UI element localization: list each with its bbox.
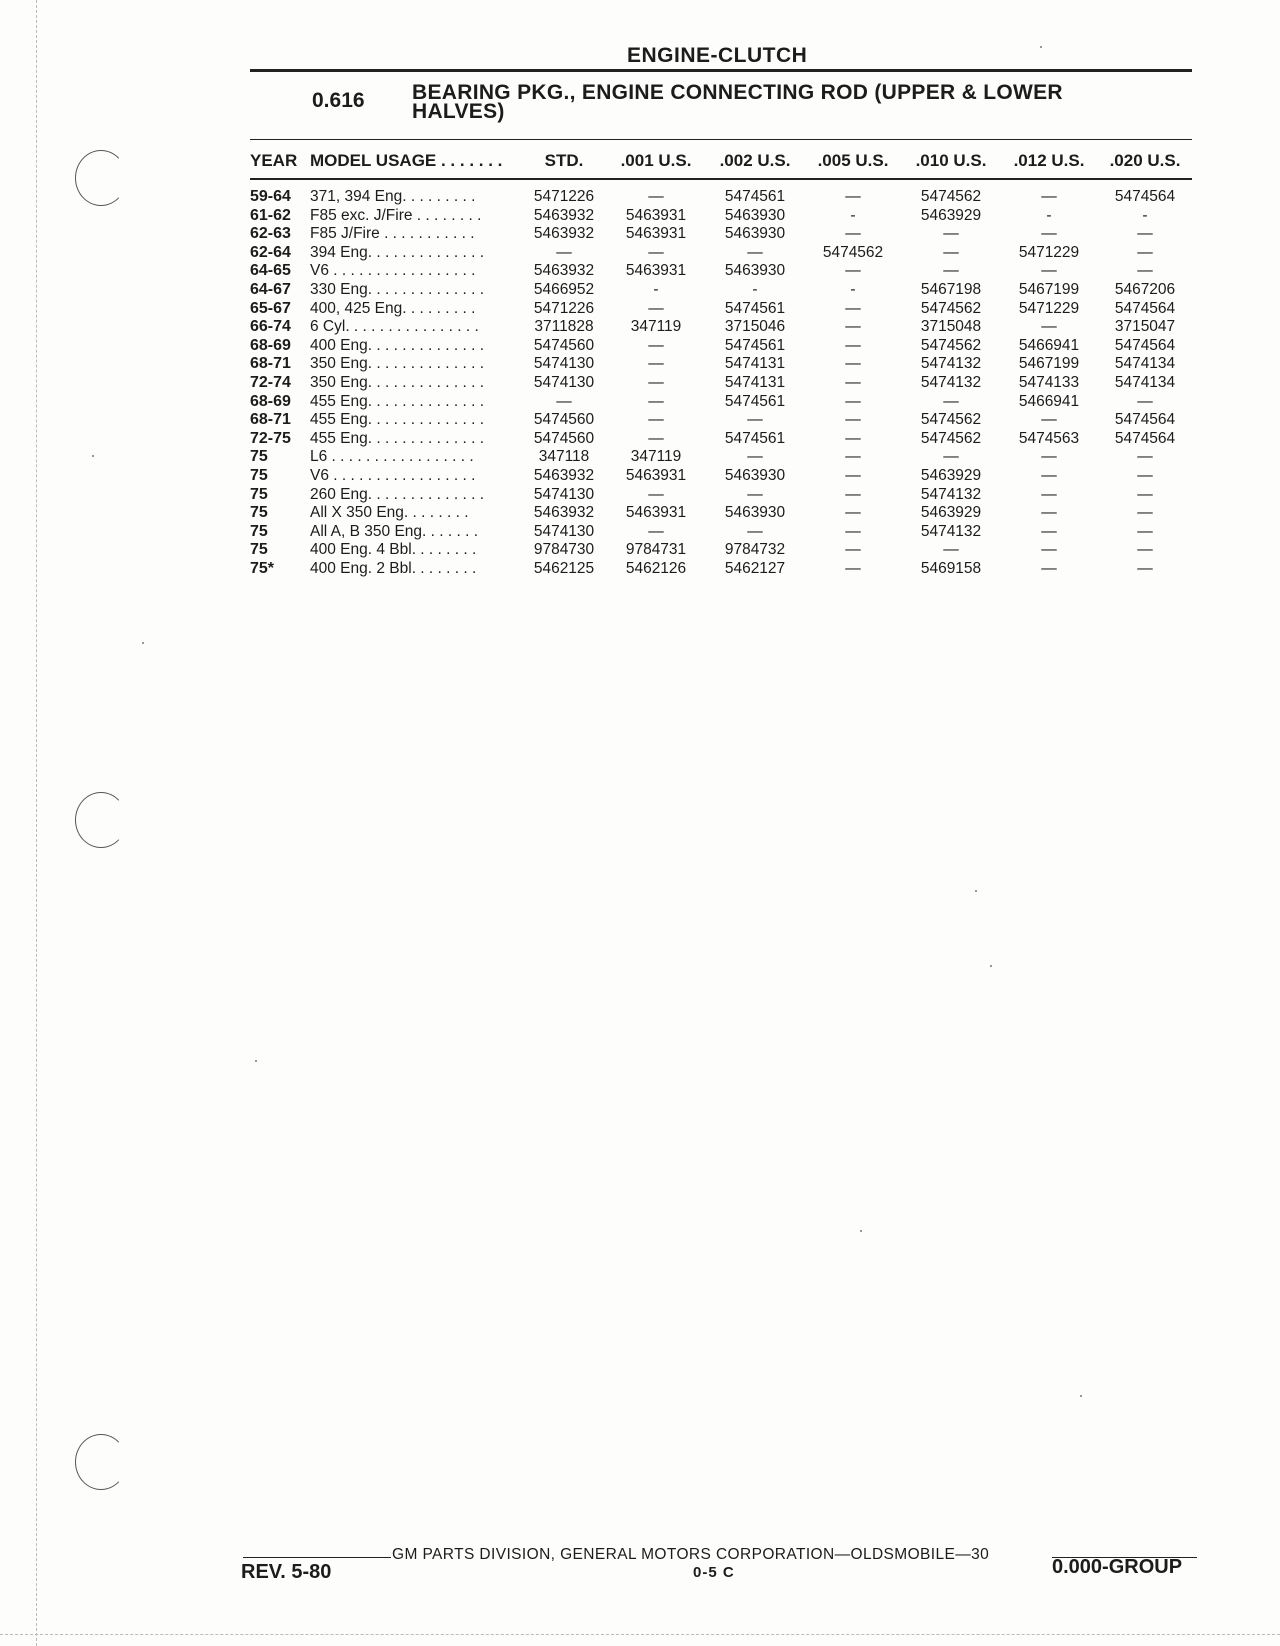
cell-005-us: 5474562 [822, 243, 884, 261]
cell-std: 5463932 [533, 206, 595, 224]
table-header-row [250, 146, 1192, 176]
table-row [250, 262, 1192, 281]
scan-speck [860, 1230, 862, 1232]
cell-002-us: 5474131 [724, 373, 786, 391]
scan-speck [1040, 46, 1042, 48]
cell-012-us: - [1046, 206, 1052, 224]
cell-001-us: — [648, 373, 664, 391]
scan-speck [975, 890, 977, 892]
cell-020-us: — [1137, 504, 1153, 522]
cell-002-us: 5474561 [724, 392, 786, 410]
table-spacer [250, 176, 1192, 188]
part-title: BEARING PKG., ENGINE CONNECTING ROD (UPPER & LOWER HALVES) [412, 81, 1063, 123]
cell-year: 72-74 [250, 373, 291, 391]
cell-std: 5463932 [533, 225, 595, 243]
cell-012-us: — [1041, 559, 1057, 577]
cell-002-us: — [747, 448, 763, 466]
revision-label: REV. 5-80 [241, 1561, 332, 1583]
cell-005-us: — [845, 541, 861, 559]
table-row [250, 318, 1192, 337]
cell-002-us: — [747, 522, 763, 540]
col-header-year: YEAR [250, 151, 298, 170]
col-header-010-us: .010 U.S. [915, 151, 987, 170]
table-row [250, 374, 1192, 393]
cell-012-us: — [1041, 504, 1057, 522]
cell-001-us: — [648, 522, 664, 540]
cell-year: 72-75 [250, 429, 291, 447]
cell-005-us: — [845, 504, 861, 522]
punch-hole-top [75, 150, 127, 206]
cell-010-us: 5474562 [920, 336, 982, 354]
cell-010-us: 5474562 [920, 188, 982, 205]
cell-005-us: — [845, 466, 861, 484]
margin-line [36, 0, 37, 1646]
cell-std: 9784730 [533, 541, 595, 559]
cell-010-us: 5474562 [920, 411, 982, 429]
cell-020-us: — [1137, 466, 1153, 484]
cell-005-us: — [845, 392, 861, 410]
cell-001-us: — [648, 392, 664, 410]
cell-012-us: 5474133 [1018, 373, 1080, 391]
cell-002-us: — [747, 411, 763, 429]
cell-010-us: 5474132 [920, 355, 982, 373]
cell-std: 5471226 [533, 188, 595, 205]
cell-year: 75 [250, 522, 268, 540]
cell-std: 5474130 [533, 373, 595, 391]
cell-005-us: — [845, 355, 861, 373]
cell-001-us: — [648, 485, 664, 503]
cell-year: 62-63 [250, 225, 291, 243]
parts-table [250, 146, 1192, 578]
scan-speck [142, 642, 144, 644]
cell-year: 66-74 [250, 318, 291, 336]
table-row [250, 188, 1192, 207]
cell-002-us: — [747, 485, 763, 503]
cell-012-us: — [1041, 225, 1057, 243]
cell-002-us: 5474561 [724, 429, 786, 447]
cell-std: 5471226 [533, 299, 595, 317]
table-row [250, 560, 1192, 579]
cell-010-us: 5467198 [920, 280, 982, 298]
cell-model-usage: 330 Eng. . . . . . . . . . . . . . [310, 280, 485, 298]
cell-001-us: — [648, 411, 664, 429]
col-header-020-us: .020 U.S. [1109, 151, 1181, 170]
cell-002-us: - [752, 280, 758, 298]
punch-hole-bottom [75, 1434, 127, 1490]
cell-012-us: — [1041, 318, 1057, 336]
scan-speck [255, 1060, 257, 1062]
cell-std: 5474560 [533, 429, 595, 447]
cell-005-us: — [845, 411, 861, 429]
cell-012-us: — [1041, 522, 1057, 540]
cell-020-us: — [1137, 541, 1153, 559]
part-number: 0.616 [312, 89, 365, 112]
cell-010-us: — [943, 448, 959, 466]
cell-002-us: 5462127 [724, 559, 786, 577]
cell-001-us: — [648, 336, 664, 354]
cell-001-us: 5462126 [625, 559, 687, 577]
cell-020-us: — [1137, 559, 1153, 577]
cell-year: 64-65 [250, 262, 291, 280]
section-header: ENGINE-CLUTCH [627, 44, 808, 67]
table-row [250, 207, 1192, 226]
cell-010-us: — [943, 243, 959, 261]
cell-001-us: 5463931 [625, 206, 687, 224]
cell-year: 75 [250, 504, 268, 522]
table-row [250, 355, 1192, 374]
cell-year: 68-69 [250, 392, 291, 410]
cell-model-usage: 394 Eng. . . . . . . . . . . . . . [310, 243, 485, 261]
col-header-002-us: .002 U.S. [719, 151, 791, 170]
cell-model-usage: L6 . . . . . . . . . . . . . . . . . [310, 448, 474, 466]
cell-001-us: 5463931 [625, 225, 687, 243]
cell-012-us: — [1041, 188, 1057, 205]
cell-model-usage: 400, 425 Eng. . . . . . . . . [310, 299, 476, 317]
cell-020-us: — [1137, 485, 1153, 503]
cell-002-us: 5463930 [724, 206, 786, 224]
cell-year: 61-62 [250, 206, 291, 224]
cell-005-us: — [845, 448, 861, 466]
cell-001-us: — [648, 355, 664, 373]
cell-012-us: 5467199 [1018, 355, 1080, 373]
header-rule [250, 69, 1192, 72]
table-row [250, 411, 1192, 430]
cell-std: 5474130 [533, 485, 595, 503]
cell-year: 75* [250, 559, 275, 577]
cell-012-us: 5467199 [1018, 280, 1080, 298]
cell-012-us: 5471229 [1018, 299, 1080, 317]
cell-001-us: — [648, 299, 664, 317]
cell-002-us: 5463930 [724, 262, 786, 280]
cell-010-us: 5469158 [920, 559, 982, 577]
cell-std: 5474130 [533, 355, 595, 373]
cell-005-us: - [850, 280, 856, 298]
cell-model-usage: 400 Eng. . . . . . . . . . . . . . [310, 336, 485, 354]
cell-001-us: 5463931 [625, 262, 687, 280]
cell-year: 75 [250, 466, 268, 484]
cell-010-us: 5463929 [920, 206, 982, 224]
table-row [250, 337, 1192, 356]
cell-005-us: — [845, 485, 861, 503]
cell-std: 5474130 [533, 522, 595, 540]
cell-002-us: 5474561 [724, 188, 786, 205]
cell-std: 5462125 [533, 559, 595, 577]
cell-year: 64-67 [250, 280, 291, 298]
page-code: 0-5 C [693, 1564, 735, 1581]
cell-001-us: — [648, 429, 664, 447]
scan-speck [990, 965, 992, 967]
cell-model-usage: 455 Eng. . . . . . . . . . . . . . [310, 392, 485, 410]
cell-012-us: 5471229 [1018, 243, 1080, 261]
cell-005-us: — [845, 522, 861, 540]
cell-model-usage: 371, 394 Eng. . . . . . . . . [310, 188, 476, 205]
cell-year: 68-69 [250, 336, 291, 354]
cell-001-us: 5463931 [625, 504, 687, 522]
cell-model-usage: 400 Eng. 2 Bbl. . . . . . . . [310, 559, 477, 577]
table-body [250, 176, 1192, 578]
cell-005-us: — [845, 318, 861, 336]
cell-model-usage: 455 Eng. . . . . . . . . . . . . . [310, 411, 485, 429]
cell-002-us: 5474561 [724, 336, 786, 354]
cell-010-us: — [943, 225, 959, 243]
cell-010-us: 5474132 [920, 522, 982, 540]
cell-001-us: 5463931 [625, 466, 687, 484]
cell-model-usage: F85 exc. J/Fire . . . . . . . . [310, 206, 482, 224]
cell-std: 5474560 [533, 411, 595, 429]
cell-020-us: 5474564 [1114, 336, 1176, 354]
cell-020-us: — [1137, 262, 1153, 280]
cell-010-us: — [943, 262, 959, 280]
scan-speck [92, 455, 94, 457]
cell-020-us: 5474564 [1114, 429, 1176, 447]
cell-020-us: 5474564 [1114, 188, 1176, 205]
cell-std: 5463932 [533, 466, 595, 484]
cell-020-us: — [1137, 243, 1153, 261]
col-header-005-us: .005 U.S. [817, 151, 889, 170]
cell-002-us: 5463930 [724, 466, 786, 484]
footer-rule-left [243, 1557, 391, 1558]
cell-020-us: — [1137, 448, 1153, 466]
cell-012-us: — [1041, 448, 1057, 466]
cell-020-us: - [1142, 206, 1148, 224]
cell-001-us: 9784731 [625, 541, 687, 559]
cell-020-us: — [1137, 392, 1153, 410]
cell-002-us: — [747, 243, 763, 261]
cell-012-us: — [1041, 262, 1057, 280]
cell-020-us: 3715047 [1114, 318, 1176, 336]
cell-model-usage: 350 Eng. . . . . . . . . . . . . . [310, 355, 485, 373]
cell-005-us: — [845, 262, 861, 280]
cell-model-usage: V6 . . . . . . . . . . . . . . . . . [310, 262, 476, 280]
cell-model-usage: 260 Eng. . . . . . . . . . . . . . [310, 485, 485, 503]
cell-std: 5463932 [533, 262, 595, 280]
table-row [250, 504, 1192, 523]
cell-std: 5466952 [533, 280, 595, 298]
cell-010-us: 5463929 [920, 466, 982, 484]
cell-002-us: 5474561 [724, 299, 786, 317]
cell-year: 65-67 [250, 299, 291, 317]
cell-010-us: 5474562 [920, 429, 982, 447]
cell-005-us: — [845, 299, 861, 317]
group-label: 0.000-GROUP [1052, 1556, 1183, 1578]
cell-005-us: — [845, 559, 861, 577]
table-row [250, 448, 1192, 467]
cell-model-usage: 6 Cyl. . . . . . . . . . . . . . . . [310, 318, 479, 336]
cell-001-us: — [648, 243, 664, 261]
cell-010-us: 3715048 [920, 318, 982, 336]
scan-speck [1080, 1395, 1082, 1397]
cell-model-usage: All X 350 Eng. . . . . . . . [310, 504, 469, 522]
table-row [250, 281, 1192, 300]
cell-012-us: — [1041, 485, 1057, 503]
cell-002-us: 5463930 [724, 504, 786, 522]
col-header-001-us: .001 U.S. [620, 151, 692, 170]
cell-020-us: 5467206 [1114, 280, 1176, 298]
cell-020-us: — [1137, 522, 1153, 540]
table-top-rule [250, 139, 1192, 140]
cell-model-usage: 400 Eng. 4 Bbl. . . . . . . . [310, 541, 477, 559]
cell-020-us: — [1137, 225, 1153, 243]
cell-002-us: 5474131 [724, 355, 786, 373]
cell-year: 75 [250, 541, 268, 559]
cell-year: 68-71 [250, 355, 291, 373]
bottom-edge-line [0, 1634, 1280, 1635]
cell-002-us: 5463930 [724, 225, 786, 243]
cell-005-us: — [845, 225, 861, 243]
cell-model-usage: V6 . . . . . . . . . . . . . . . . . [310, 466, 476, 484]
cell-001-us: 347119 [630, 448, 682, 466]
cell-012-us: — [1041, 411, 1057, 429]
cell-std: — [556, 243, 572, 261]
table-row [250, 486, 1192, 505]
table-row [250, 523, 1192, 542]
cell-001-us: 347119 [630, 318, 682, 336]
cell-005-us: — [845, 336, 861, 354]
cell-010-us: — [943, 392, 959, 410]
cell-012-us: — [1041, 466, 1057, 484]
cell-std: 347118 [538, 448, 590, 466]
cell-012-us: 5466941 [1018, 336, 1080, 354]
cell-012-us: — [1041, 541, 1057, 559]
cell-std: 5474560 [533, 336, 595, 354]
table-row [250, 393, 1192, 412]
cell-std: 5463932 [533, 504, 595, 522]
table-row [250, 541, 1192, 560]
cell-005-us: — [845, 373, 861, 391]
cell-model-usage: All A, B 350 Eng. . . . . . . [310, 522, 479, 540]
cell-020-us: 5474564 [1114, 411, 1176, 429]
cell-year: 75 [250, 485, 268, 503]
col-header-012-us: .012 U.S. [1013, 151, 1085, 170]
cell-020-us: 5474564 [1114, 299, 1176, 317]
cell-year: 62-64 [250, 243, 291, 261]
cell-year: 59-64 [250, 188, 291, 205]
cell-002-us: 9784732 [724, 541, 786, 559]
cell-010-us: 5474132 [920, 485, 982, 503]
cell-year: 68-71 [250, 411, 291, 429]
cell-002-us: 3715046 [724, 318, 786, 336]
cell-010-us: — [943, 541, 959, 559]
table-row [250, 300, 1192, 319]
table-row [250, 244, 1192, 263]
cell-012-us: 5466941 [1018, 392, 1080, 410]
col-header-model-usage: MODEL USAGE . . . . . . . [310, 151, 503, 170]
footer-credit: GM PARTS DIVISION, GENERAL MOTORS CORPORATION—OLDSMOBILE—30 [392, 1546, 990, 1563]
cell-020-us: 5474134 [1114, 355, 1176, 373]
punch-hole-middle [75, 792, 127, 848]
cell-005-us: — [845, 429, 861, 447]
cell-model-usage: 350 Eng. . . . . . . . . . . . . . [310, 373, 485, 391]
cell-020-us: 5474134 [1114, 373, 1176, 391]
col-header-std: STD. [544, 151, 584, 170]
cell-std: 3711828 [534, 318, 594, 336]
table-row [250, 225, 1192, 244]
cell-012-us: 5474563 [1018, 429, 1080, 447]
cell-std: — [556, 392, 572, 410]
cell-year: 75 [250, 448, 268, 466]
cell-010-us: 5474132 [920, 373, 982, 391]
cell-model-usage: 455 Eng. . . . . . . . . . . . . . [310, 429, 485, 447]
cell-005-us: - [850, 206, 856, 224]
table-row [250, 467, 1192, 486]
cell-001-us: — [648, 188, 664, 205]
cell-005-us: — [845, 188, 861, 205]
cell-model-usage: F85 J/Fire . . . . . . . . . . . [310, 225, 475, 243]
cell-001-us: - [653, 280, 659, 298]
table-row [250, 430, 1192, 449]
cell-010-us: 5474562 [920, 299, 982, 317]
cell-010-us: 5463929 [920, 504, 982, 522]
